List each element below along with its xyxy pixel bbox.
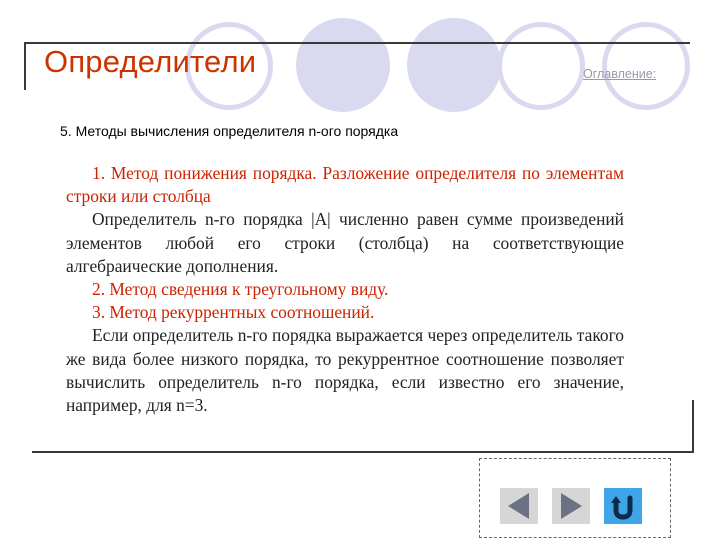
forward-button[interactable] bbox=[552, 488, 590, 524]
method-1-title: 1. Метод понижения порядка. Разложение определителя по элементам строки или столбца bbox=[66, 163, 624, 207]
content-image-text bbox=[66, 162, 624, 417]
footer-rule bbox=[32, 451, 694, 453]
method-1-text: Определитель n-го порядка |A| численно равен сумме произведений элементов любой его строки (столбца) на соответствующие алгебраические дополнения. bbox=[66, 209, 624, 276]
return-button[interactable] bbox=[604, 488, 642, 524]
method-3-title: 3. Метод рекуррентных соотношений. bbox=[92, 302, 375, 323]
back-button[interactable] bbox=[500, 488, 538, 524]
decorative-circle bbox=[296, 18, 390, 112]
triangle-left-icon bbox=[500, 488, 538, 524]
page-title: Определители bbox=[44, 44, 257, 79]
triangle-right-icon bbox=[552, 488, 590, 524]
decorative-circle bbox=[407, 18, 501, 112]
u-turn-return-icon bbox=[604, 488, 642, 524]
decorative-circle bbox=[602, 22, 690, 110]
decorative-circle bbox=[497, 22, 585, 110]
method-2-title: 2. Метод сведения к треугольному виду. bbox=[92, 279, 389, 300]
method-3-text: Если определитель n-го порядка выражается через определитель такого же вида более низкого порядка, то рекуррентное соотношение позволяет вычислить определитель n-го порядка, если известно его значение, например, для n=3. bbox=[66, 325, 624, 416]
header-left-bar bbox=[24, 42, 26, 90]
footer-right-bar bbox=[692, 400, 694, 452]
toc-link[interactable]: Оглавление: bbox=[583, 67, 657, 81]
section-heading: 5. Методы вычисления определителя n-ого порядка bbox=[60, 123, 399, 139]
